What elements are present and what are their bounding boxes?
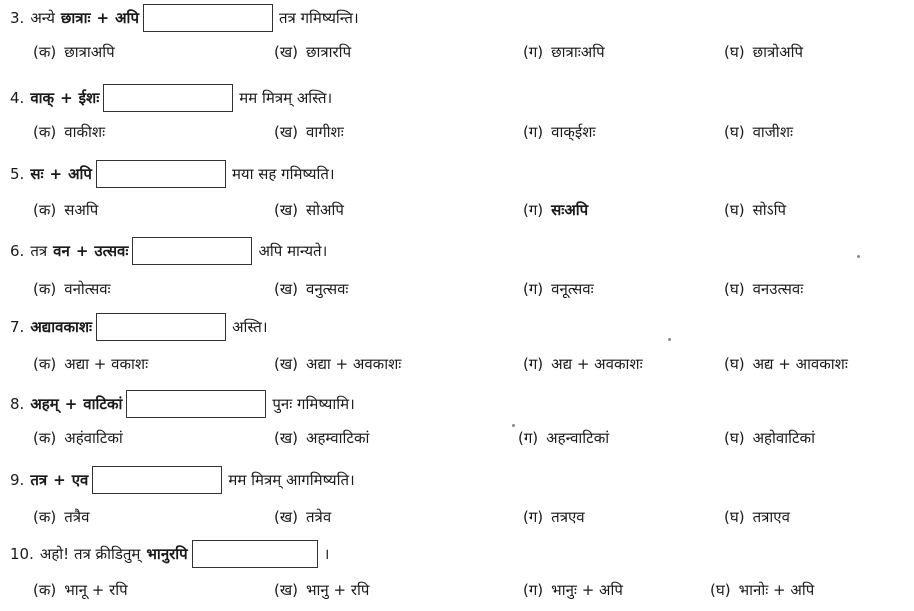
options-row-3 [0,39,914,65]
option-ga[interactable]: (ग) वाक्ईशः [523,123,596,141]
question-plus: + [64,395,78,413]
question-number: 10. [10,545,34,563]
question-8 [10,389,355,419]
option-kha[interactable]: (ख) तत्रेव [274,508,332,526]
question-prefix: अहो! तत्र क्रीडितुम् [39,545,141,563]
option-gha[interactable]: (घ) अहोवाटिकां [724,429,815,447]
option-ka[interactable]: (क) अहंवाटिकां [33,429,123,447]
option-kha[interactable]: (ख) वनुत्सवः [274,280,349,298]
question-word-2: अपि [68,165,92,183]
question-word-1: छात्राः [60,9,91,27]
options-row-8 [0,425,914,451]
option-ka[interactable]: (क) वाकीशः [33,123,106,141]
option-kha[interactable]: (ख) अहम्वाटिकां [274,429,370,447]
answer-blank-box[interactable] [96,160,226,188]
question-plus: + [53,471,66,489]
question-7 [10,312,268,342]
question-6 [10,236,327,266]
question-10 [10,539,329,569]
option-kha[interactable]: (ख) भानु + रपि [274,581,370,599]
option-kha[interactable]: (ख) सोअपि [274,201,344,219]
question-word-1: अहम् [30,395,59,413]
question-suffix: तत्र गमिष्यन्ति। [278,9,359,27]
question-plus: + [75,242,89,260]
question-number: 6. [10,242,25,260]
question-suffix: मम मित्रम् अस्ति। [239,89,333,107]
answer-blank-box[interactable] [103,84,233,112]
question-5 [10,159,335,189]
option-gha[interactable]: (घ) वनउत्सवः [724,280,804,298]
question-plus: + [49,165,63,183]
option-kha[interactable]: (ख) अद्या + अवकाशः [274,355,402,373]
option-kha[interactable]: (ख) छात्रारपि [274,43,352,61]
question-3 [10,3,359,33]
question-word-2: अपि [115,9,139,27]
question-number: 9. [10,471,25,489]
option-gha[interactable]: (घ) भानोः + अपि [710,581,815,599]
question-number: 7. [10,318,25,336]
question-prefix: तत्र [30,242,48,260]
print-speck [512,424,515,427]
question-word-1: अद्यावकाशः [30,318,93,336]
option-ga[interactable]: (ग) छात्राःअपि [523,43,605,61]
question-9 [10,465,355,495]
option-kha[interactable]: (ख) वागीशः [274,123,344,141]
option-ga[interactable]: (ग) अहन्वाटिकां [518,429,610,447]
answer-blank-box[interactable] [143,4,273,32]
option-gha[interactable]: (घ) तत्राएव [724,508,790,526]
question-suffix: पुनः गमिष्यामि। [272,395,355,413]
question-suffix: अपि मान्यते। [258,242,328,260]
answer-blank-box[interactable] [132,237,252,265]
question-suffix: मया सह गमिष्यति। [231,165,335,183]
answer-blank-box[interactable] [92,466,222,494]
question-prefix: अन्ये [30,9,55,27]
answer-blank-box[interactable] [96,313,226,341]
option-ka[interactable]: (क) वनोत्सवः [33,280,111,298]
option-ka[interactable]: (क) भानू + रपि [33,581,128,599]
option-gha[interactable]: (घ) सोऽपि [724,201,787,219]
question-plus: + [60,89,73,107]
option-ga[interactable]: (ग) सःअपि [523,201,589,219]
option-ga[interactable]: (ग) वनूत्सवः [523,280,594,298]
question-suffix: अस्ति। [232,318,268,336]
answer-blank-box[interactable] [192,540,318,568]
options-row-4 [0,119,914,145]
option-ka[interactable]: (क) छात्राअपि [33,43,115,61]
option-gha[interactable]: (घ) छात्रोअपि [724,43,804,61]
print-speck [668,338,671,341]
option-gha[interactable]: (घ) वाजीशः [724,123,794,141]
print-speck [857,255,860,258]
option-ka[interactable]: (क) सअपि [33,201,99,219]
option-ga[interactable]: (ग) भानुः + अपि [523,581,623,599]
option-ga[interactable]: (ग) तत्रएव [523,508,585,526]
question-number: 3. [10,9,25,27]
options-row-9 [0,504,914,530]
question-4 [10,83,332,113]
question-word-1: भानुरपि [146,545,188,563]
question-word-1: वाक् [30,89,55,107]
question-word-2: ईशः [78,89,100,107]
question-number: 4. [10,89,25,107]
option-ga[interactable]: (ग) अद्य + अवकाशः [523,355,643,373]
question-plus: + [96,9,110,27]
answer-blank-box[interactable] [126,390,266,418]
question-word-2: एव [71,471,89,489]
option-ka[interactable]: (क) तत्रैव [33,508,90,526]
options-row-10 [0,577,914,603]
option-gha[interactable]: (घ) अद्य + आवकाशः [724,355,848,373]
question-suffix: । [323,545,330,563]
question-word-1: सः [30,165,44,183]
options-row-6 [0,276,914,302]
question-word-2: वाटिकां [83,395,123,413]
question-word-2: उत्सवः [94,242,129,260]
question-word-1: तत्र [30,471,48,489]
question-number: 8. [10,395,25,413]
question-number: 5. [10,165,25,183]
options-row-7 [0,351,914,377]
question-word-1: वन [53,242,70,260]
options-row-5 [0,197,914,223]
option-ka[interactable]: (क) अद्या + वकाशः [33,355,149,373]
question-suffix: मम मित्रम् आगमिष्यति। [228,471,355,489]
